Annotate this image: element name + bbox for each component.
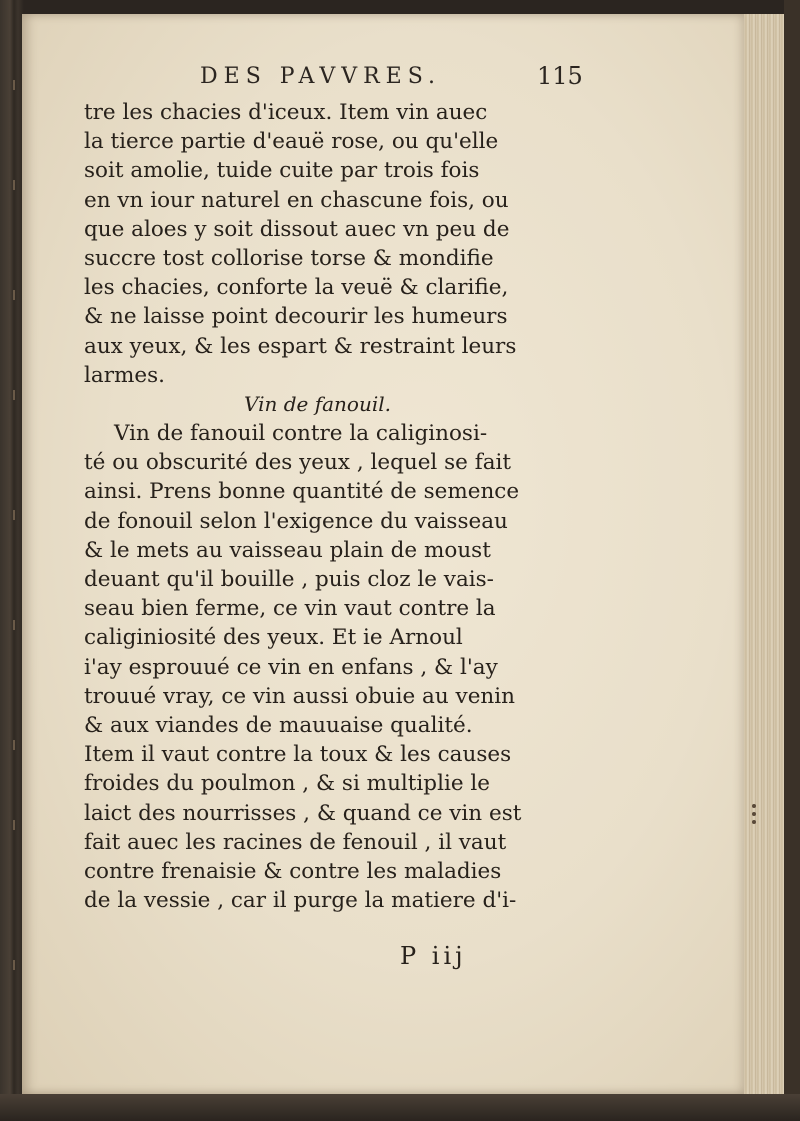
text-line: succre tost collorise torse & mondifie — [84, 245, 494, 271]
text-line: té ou obscurité des yeux , lequel se fait — [84, 450, 512, 476]
text-line: ainsi. Prens bonne quantité de semence — [84, 479, 520, 505]
paragraph-2 — [84, 419, 594, 915]
text-line: froides du poulmon , & si multiplie le — [84, 771, 490, 797]
running-head: DES PAVVRES. — [200, 64, 442, 89]
text-line: & le mets au vaisseau plain de moust — [84, 537, 491, 563]
section-heading: Vin de fanouil. — [244, 391, 392, 416]
page-edges — [744, 14, 784, 1094]
text-line: & aux viandes de mauuaise qualité. — [84, 712, 473, 738]
binding-thread-marks — [10, 60, 22, 1060]
edge-marks — [752, 800, 762, 840]
text-line: aux yeux, & les espart & restraint leurs — [84, 333, 517, 359]
text-line: & ne laisse point decourir les humeurs — [84, 304, 508, 330]
text-line: la tierce partie d'eauë rose, ou qu'elle — [84, 129, 499, 155]
book-cover-right — [784, 0, 800, 1121]
text-line: Vin de fanouil contre la caliginosi- — [114, 421, 488, 447]
text-line: de fonouil selon l'exigence du vaisseau — [84, 508, 508, 534]
text-line: les chacies, conforte la veuë & clarifie, — [84, 275, 509, 301]
text-line: larmes. — [84, 362, 165, 388]
body-text — [84, 98, 594, 915]
text-line: soit amolie, tuide cuite par trois fois — [84, 158, 480, 184]
text-line: en vn iour naturel en chascune fois, ou — [84, 187, 509, 213]
text-line: laict des nourrisses , & quand ce vin est — [84, 800, 522, 826]
page-number: 115 — [537, 62, 583, 90]
text-line: deuant qu'il bouille , puis cloz le vais- — [84, 567, 494, 592]
book-cover-bottom — [0, 1094, 800, 1121]
text-line: fait auec les racines de fenouil , il vaut — [84, 829, 507, 855]
text-line: seau bien ferme, ce vin vaut contre la — [84, 596, 496, 622]
text-line: trouué vray, ce vin aussi obuie au venin — [84, 683, 515, 709]
paragraph-1 — [84, 98, 594, 390]
text-line: que aloes y soit dissout auec vn peu de — [84, 216, 510, 242]
text-line: de la vessie , car il purge la matiere d'i- — [84, 888, 517, 914]
text-line: tre les chacies d'iceux. Item vin auec — [84, 100, 488, 125]
text-line: caliginiosité des yeux. Et ie Arnoul — [84, 625, 463, 651]
text-line: i'ay esprouué ce vin en enfans , & l'ay — [84, 654, 498, 680]
text-line: contre frenaisie & contre les maladies — [84, 858, 502, 884]
text-line: Item il vaut contre la toux & les causes — [84, 742, 512, 768]
signature-mark: P iij — [400, 942, 467, 970]
